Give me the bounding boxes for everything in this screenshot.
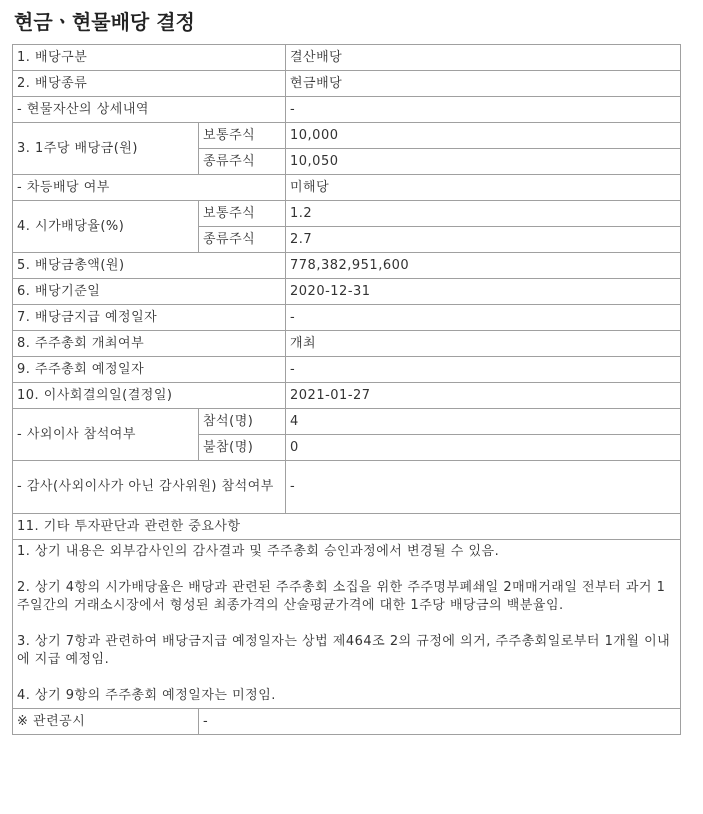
table-row [13, 201, 681, 227]
payment-date-label: 7. 배당금지급 예정일자 [13, 305, 286, 331]
differential-label: - 차등배당 여부 [13, 175, 286, 201]
agm-date-label: 9. 주주총회 예정일자 [13, 357, 286, 383]
table-row [13, 709, 681, 735]
board-date-value: 2021-01-27 [286, 383, 681, 409]
note-4: 4. 상기 9항의 주주총회 예정일자는 미정임. [17, 688, 276, 703]
dividend-kind-value: 현금배당 [286, 71, 681, 97]
disclosure-table [12, 44, 681, 735]
table-row [13, 357, 681, 383]
yield-pref-label: 종류주식 [199, 227, 286, 253]
note-2: 2. 상기 4항의 시가배당율은 배당과 관련된 주주총회 소집을 위한 주주명부폐쇄일 2매매거래일 전부터 과거 1주일간의 거래소시장에서 형성된 최종가격의 산술평균가격에 대한 1주당 배당금의 백분율임. [17, 580, 666, 613]
dps-pref-value: 10,050 [286, 149, 681, 175]
outside-director-label: - 사외이사 참석여부 [13, 409, 199, 461]
table-row [13, 123, 681, 149]
table-row [13, 461, 681, 514]
table-row [13, 175, 681, 201]
present-value: 4 [286, 409, 681, 435]
record-date-value: 2020-12-31 [286, 279, 681, 305]
yield-common-label: 보통주식 [199, 201, 286, 227]
board-date-label: 10. 이사회결의일(결정일) [13, 383, 286, 409]
agm-date-value: - [286, 357, 681, 383]
table-row [13, 383, 681, 409]
differential-value: 미해당 [286, 175, 681, 201]
record-date-label: 6. 배당기준일 [13, 279, 286, 305]
dividend-kind-label: 2. 배당종류 [13, 71, 286, 97]
auditor-attendance-value: - [286, 461, 681, 514]
dps-pref-label: 종류주식 [199, 149, 286, 175]
table-row [13, 253, 681, 279]
payment-date-value: - [286, 305, 681, 331]
dps-common-label: 보통주식 [199, 123, 286, 149]
agm-held-label: 8. 주주총회 개최여부 [13, 331, 286, 357]
related-disclosure-label: ※ 관련공시 [13, 709, 199, 735]
agm-held-value: 개최 [286, 331, 681, 357]
table-row [13, 45, 681, 71]
in-kind-asset-value: - [286, 97, 681, 123]
yield-label: 4. 시가배당율(%) [13, 201, 199, 253]
table-row [13, 305, 681, 331]
table-row [13, 71, 681, 97]
table-row [13, 97, 681, 123]
absent-value: 0 [286, 435, 681, 461]
table-row [13, 279, 681, 305]
yield-pref-value: 2.7 [286, 227, 681, 253]
note-1: 1. 상기 내용은 외부감사인의 감사결과 및 주주총회 승인과정에서 변경될 수 있음. [17, 544, 500, 559]
auditor-attendance-label: - 감사(사외이사가 아닌 감사위원) 참석여부 [13, 461, 286, 514]
present-label: 참석(명) [199, 409, 286, 435]
page-title: 현금ㆍ현물배당 결정 [14, 10, 195, 34]
dividend-type-label: 1. 배당구분 [13, 45, 286, 71]
table-row [13, 514, 681, 540]
dividend-type-value: 결산배당 [286, 45, 681, 71]
absent-label: 불참(명) [199, 435, 286, 461]
other-matters-label: 11. 기타 투자판단과 관련한 중요사항 [13, 514, 681, 540]
yield-common-value: 1.2 [286, 201, 681, 227]
total-dividend-label: 5. 배당금총액(원) [13, 253, 286, 279]
table-row [13, 331, 681, 357]
related-disclosure-value: - [199, 709, 681, 735]
table-row [13, 540, 681, 709]
dps-label: 3. 1주당 배당금(원) [13, 123, 199, 175]
in-kind-asset-label: - 현물자산의 상세내역 [13, 97, 286, 123]
table-row [13, 409, 681, 435]
other-matters-notes [13, 540, 681, 709]
dps-common-value: 10,000 [286, 123, 681, 149]
note-3: 3. 상기 7항과 관련하여 배당금지급 예정일자는 상법 제464조 2의 규정에 의거, 주주총회일로부터 1개월 이내에 지급 예정임. [17, 634, 671, 667]
total-dividend-value: 778,382,951,600 [286, 253, 681, 279]
